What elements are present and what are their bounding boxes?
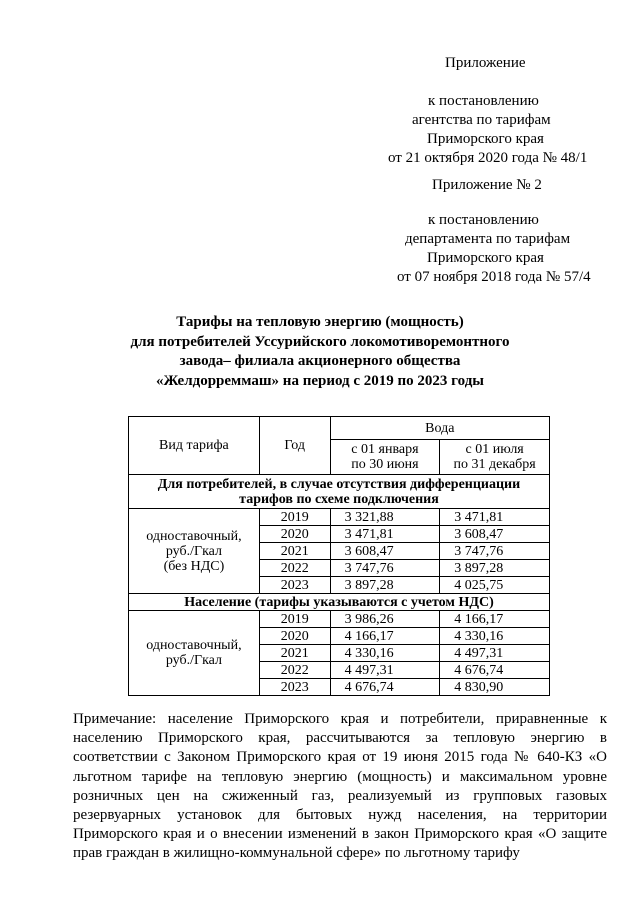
tariff-value-h2: 4 830,90 xyxy=(440,679,550,696)
year-cell: 2019 xyxy=(259,509,330,526)
region-line: Приморского края xyxy=(427,131,544,147)
appendix-2-label: Приложение № 2 xyxy=(432,177,542,193)
year-cell: 2020 xyxy=(259,628,330,645)
decree-date-line-2: от 07 ноября 2018 года № 57/4 xyxy=(397,269,591,285)
region-line-2: Приморского края xyxy=(427,250,544,266)
document-title-line-1: Тарифы на тепловую энергию (мощность) xyxy=(176,314,464,330)
tariff-value-h1: 3 897,28 xyxy=(330,577,440,594)
tariff-value-h2: 3 471,81 xyxy=(440,509,550,526)
tariff-value-h1: 3 747,76 xyxy=(330,560,440,577)
tariff-value-h2: 3 747,76 xyxy=(440,543,550,560)
agency-line: агентства по тарифам xyxy=(412,112,551,128)
section-title-population: Население (тарифы указываются с учетом НДС) xyxy=(129,594,550,611)
note-paragraph: Примечание: население Приморского края и потребители, приравненные к населению Приморского края, рассчитываются за тепловую энергию в соответствии с Законом Приморского края от 19 июня 2015 года № 640-КЗ «О льготном тарифе на тепловую энергию (мощность) и максимальном уровне розничных цен на сжиженный газ, реализуемый из групповых газовых резервуарных установок для бытовых нужд населения, на территории Приморского края и о внесении изменений в закон Приморского края «О защите прав граждан в жилищно-коммунальной сфере» по льготному тарифу xyxy=(73,711,607,862)
column-header-tariff-type: Вид тарифа xyxy=(129,417,260,475)
decree-ref-line: к постановлению xyxy=(428,93,539,109)
column-header-year: Год xyxy=(259,417,330,475)
appendix-label: Приложение xyxy=(445,55,526,71)
tariff-type-population: одноставочный, руб./Гкал xyxy=(129,611,260,696)
tariff-value-h1: 3 608,47 xyxy=(330,543,440,560)
year-cell: 2021 xyxy=(259,543,330,560)
tariff-value-h1: 4 676,74 xyxy=(330,679,440,696)
decree-ref-line-2: к постановлению xyxy=(428,212,539,228)
year-cell: 2020 xyxy=(259,526,330,543)
year-cell: 2021 xyxy=(259,645,330,662)
department-line: департамента по тарифам xyxy=(405,231,571,247)
document-title-line-3: завода– филиала акционерного общества xyxy=(179,353,461,369)
tariff-value-h1: 3 321,88 xyxy=(330,509,440,526)
tariff-value-h1: 4 166,17 xyxy=(330,628,440,645)
section-title-consumers: Для потребителей, в случае отсутствия дифференциации тарифов по схеме подключения xyxy=(129,475,550,509)
column-header-period-2: с 01 июля по 31 декабря xyxy=(440,440,550,475)
tariff-value-h2: 4 166,17 xyxy=(440,611,550,628)
tariff-value-h2: 4 497,31 xyxy=(440,645,550,662)
tariff-table xyxy=(128,416,550,696)
year-cell: 2019 xyxy=(259,611,330,628)
tariff-value-h2: 3 608,47 xyxy=(440,526,550,543)
tariff-value-h2: 4 330,16 xyxy=(440,628,550,645)
document-title-line-4: «Желдорреммаш» на период с 2019 по 2023 годы xyxy=(155,372,484,389)
tariff-value-h1: 4 330,16 xyxy=(330,645,440,662)
year-cell: 2023 xyxy=(259,679,330,696)
tariff-type-consumers: одноставочный, руб./Гкал (без НДС) xyxy=(129,509,260,594)
tariff-value-h1: 3 986,26 xyxy=(330,611,440,628)
year-cell: 2022 xyxy=(259,662,330,679)
column-header-period-1: с 01 января по 30 июня xyxy=(330,440,440,475)
tariff-value-h1: 3 471,81 xyxy=(330,526,440,543)
decree-date-line: от 21 октября 2020 года № 48/1 xyxy=(388,150,588,166)
tariff-value-h2: 4 025,75 xyxy=(440,577,550,594)
tariff-value-h1: 4 497,31 xyxy=(330,662,440,679)
year-cell: 2023 xyxy=(259,577,330,594)
year-cell: 2022 xyxy=(259,560,330,577)
column-header-water: Вода xyxy=(330,417,549,440)
document-title-line-2: для потребителей Уссурийского локомотиворемонтного xyxy=(130,333,510,350)
tariff-value-h2: 4 676,74 xyxy=(440,662,550,679)
tariff-value-h2: 3 897,28 xyxy=(440,560,550,577)
